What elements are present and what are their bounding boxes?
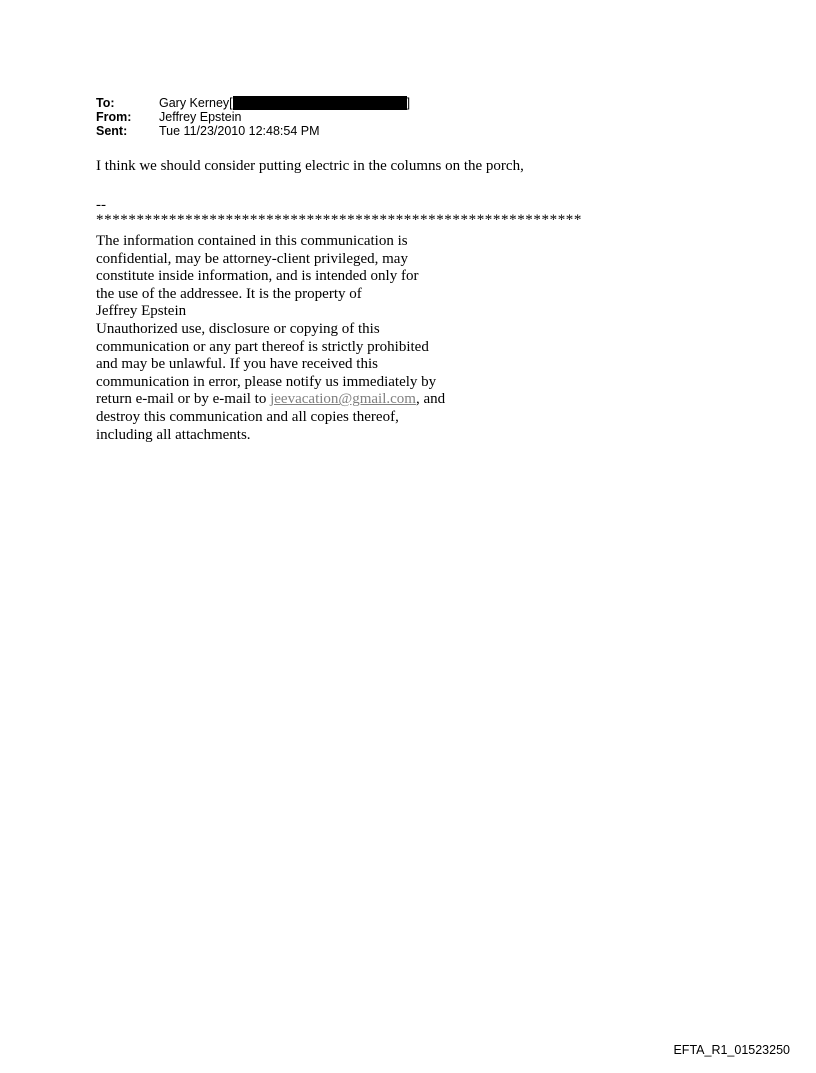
document-id: EFTA_R1_01523250	[673, 1043, 790, 1057]
disclaimer-line: The information contained in this communication is	[96, 233, 408, 249]
to-value	[159, 96, 410, 110]
signature-stars: ************************************************************	[96, 212, 582, 228]
email-link[interactable]: jeevacation@gmail.com	[270, 391, 416, 408]
disclaimer-return-line	[96, 391, 445, 409]
redaction-bar	[233, 96, 407, 110]
to-close-bracket: ]	[406, 96, 411, 110]
from-row	[96, 110, 410, 124]
message-body: I think we should consider putting electric in the columns on the porch,	[96, 158, 524, 174]
disclaimer-line: including all attachments.	[96, 426, 251, 443]
sent-value: Tue 11/23/2010 12:48:54 PM	[159, 124, 320, 138]
disclaimer-line: Jeffrey Epstein	[96, 303, 187, 320]
disclaimer-line: communication in error, please notify us immediately by	[96, 373, 437, 390]
disclaimer-line: communication or any part thereof is strictly prohibited	[96, 338, 429, 355]
to-row	[96, 96, 410, 110]
sent-label: Sent:	[96, 124, 128, 138]
return-prefix: return e-mail or by e-mail to	[96, 391, 271, 408]
disclaimer-line: confidential, may be attorney-client privileged, may	[96, 250, 408, 267]
disclaimer-line: constitute inside information, and is intended only for	[96, 268, 419, 285]
from-label: From:	[96, 110, 132, 124]
disclaimer-line: the use of the addressee. It is the property of	[96, 285, 362, 302]
disclaimer	[96, 233, 445, 444]
to-recipient: Gary Kerney[	[159, 96, 233, 110]
signature-dash: --	[96, 197, 106, 213]
email-header	[96, 96, 410, 138]
return-suffix: , and	[415, 391, 446, 408]
disclaimer-line: destroy this communication and all copies thereof,	[96, 408, 399, 425]
disclaimer-line: Unauthorized use, disclosure or copying of this	[96, 320, 380, 337]
from-value: Jeffrey Epstein	[159, 110, 242, 124]
sent-row	[96, 124, 410, 138]
to-label: To:	[96, 96, 115, 110]
disclaimer-line: and may be unlawful. If you have received this	[96, 356, 378, 373]
